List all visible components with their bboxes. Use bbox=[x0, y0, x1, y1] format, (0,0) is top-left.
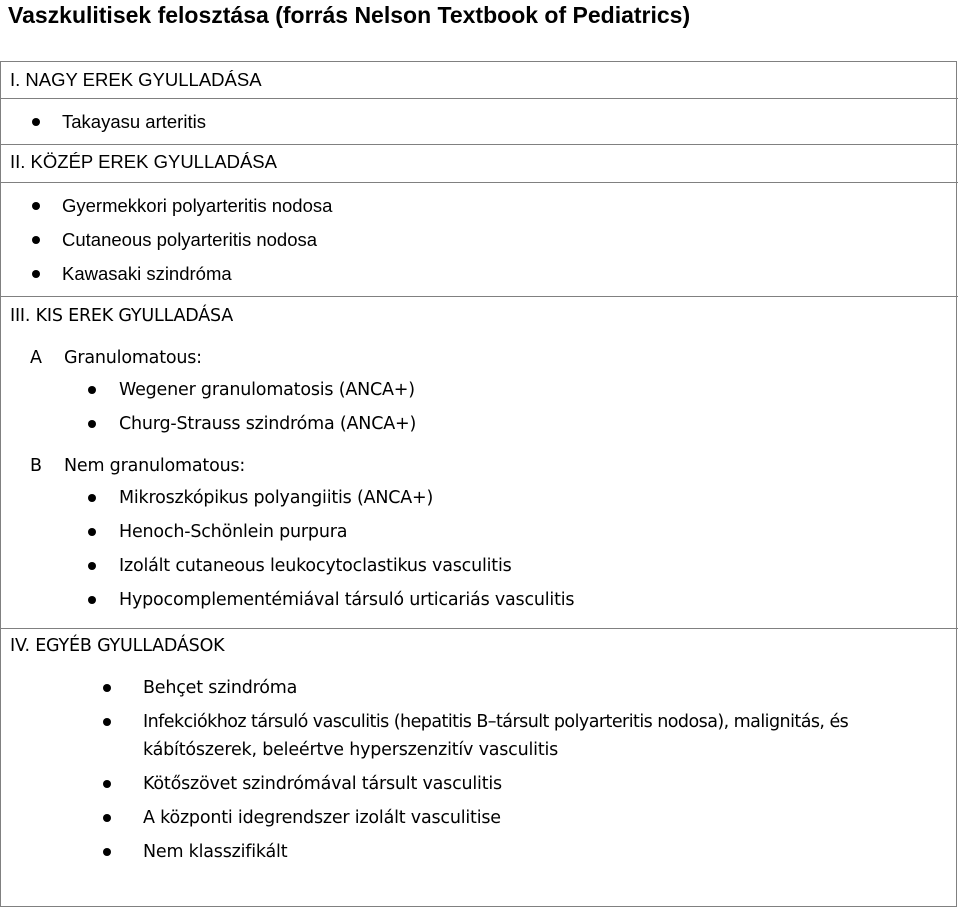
list-item: Nem klasszifikált bbox=[143, 842, 288, 862]
group-letter-a: A bbox=[30, 348, 42, 368]
bullet-icon bbox=[103, 780, 111, 788]
page-title: Vaszkulitisek felosztása (forrás Nelson Textbook of Pediatrics) bbox=[8, 2, 691, 28]
bullet-icon bbox=[32, 202, 40, 210]
bullet-icon bbox=[88, 562, 96, 570]
table-divider bbox=[1, 296, 958, 297]
list-item: Izolált cutaneous leukocytoclastikus vasculitis bbox=[119, 556, 512, 576]
bullet-icon bbox=[88, 386, 96, 394]
list-item: Mikroszkópikus polyangiitis (ANCA+) bbox=[119, 488, 434, 508]
table-divider bbox=[1, 144, 958, 145]
bullet-icon bbox=[88, 528, 96, 536]
table-divider bbox=[1, 98, 958, 99]
list-item: A központi idegrendszer izolált vasculitise bbox=[143, 808, 501, 828]
list-item: Wegener granulomatosis (ANCA+) bbox=[119, 380, 415, 400]
list-item: Gyermekkori polyarteritis nodosa bbox=[62, 195, 333, 216]
table-divider bbox=[1, 182, 958, 183]
group-label-non-granulomatous: Nem granulomatous: bbox=[64, 456, 246, 476]
section-heading-medium-vessels: II. KÖZÉP EREK GYULLADÁSA bbox=[10, 151, 277, 172]
list-item: Churg-Strauss szindróma (ANCA+) bbox=[119, 414, 417, 434]
bullet-icon bbox=[103, 848, 111, 856]
bullet-icon bbox=[32, 118, 40, 126]
section-heading-small-vessels: III. KIS EREK GYULLADÁSA bbox=[10, 306, 234, 326]
bullet-icon bbox=[32, 236, 40, 244]
bullet-icon bbox=[88, 420, 96, 428]
bullet-icon bbox=[103, 718, 111, 726]
list-item: Takayasu arteritis bbox=[62, 111, 206, 132]
list-item: Behçet szindróma bbox=[143, 678, 298, 698]
list-item: Kötőszövet szindrómával társult vasculitis bbox=[143, 774, 502, 794]
table-divider bbox=[1, 628, 958, 629]
bullet-icon bbox=[32, 270, 40, 278]
list-item: Hypocomplementémiával társuló urticariás vasculitis bbox=[119, 590, 575, 610]
bullet-icon bbox=[88, 596, 96, 604]
group-letter-b: B bbox=[30, 456, 43, 476]
group-label-granulomatous: Granulomatous: bbox=[64, 348, 202, 368]
list-item: Infekciókhoz társuló vasculitis (hepatitis B–társult polyarteritis nodosa), malignitás, és bbox=[143, 712, 849, 732]
section-heading-other: IV. EGYÉB GYULLADÁSOK bbox=[10, 636, 225, 656]
bullet-icon bbox=[103, 684, 111, 692]
bullet-icon bbox=[103, 814, 111, 822]
bullet-icon bbox=[88, 494, 96, 502]
list-item: Kawasaki szindróma bbox=[62, 263, 232, 284]
list-item: Cutaneous polyarteritis nodosa bbox=[62, 229, 318, 250]
list-item: Henoch-Schönlein purpura bbox=[119, 522, 348, 542]
section-heading-large-vessels: I. NAGY EREK GYULLADÁSA bbox=[10, 69, 262, 90]
list-item-continuation: kábítószerek, beleértve hyperszenzitív vasculitis bbox=[143, 740, 559, 760]
